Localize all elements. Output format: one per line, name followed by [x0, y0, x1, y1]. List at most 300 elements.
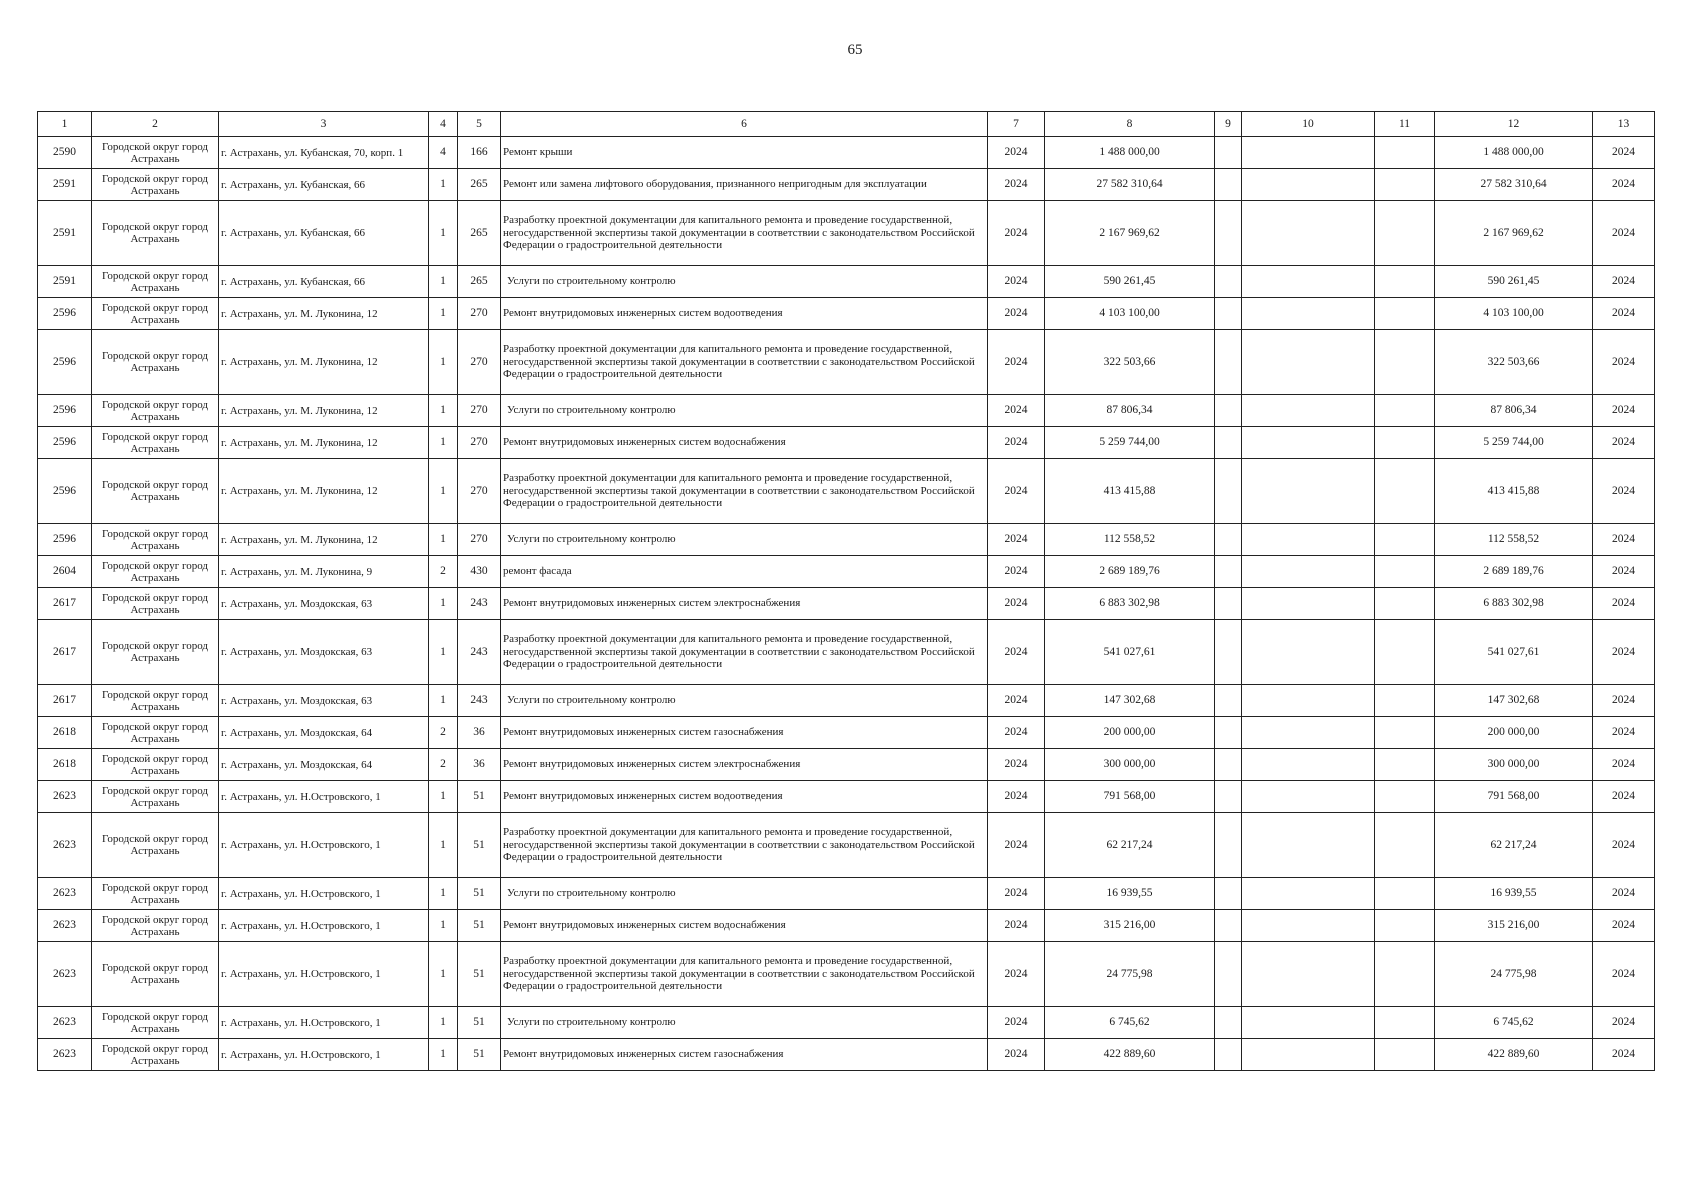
row-number: 2596: [38, 330, 92, 395]
address-cell: г. Астрахань, ул. Моздокская, 63: [219, 685, 429, 717]
municipality-cell: Городской округ город Астрахань: [92, 201, 219, 266]
col10-cell: [1242, 588, 1375, 620]
col13-year-cell: 2024: [1593, 910, 1655, 942]
row-number: 2623: [38, 813, 92, 878]
col12-cost-cell: 300 000,00: [1435, 749, 1593, 781]
col10-cell: [1242, 1007, 1375, 1039]
address-cell: г. Астрахань, ул. Н.Островского, 1: [219, 942, 429, 1007]
col13-year-cell: 2024: [1593, 395, 1655, 427]
total-cost-cell: 200 000,00: [1045, 717, 1215, 749]
row-number: 2623: [38, 878, 92, 910]
col10-cell: [1242, 395, 1375, 427]
col13-year-cell: 2024: [1593, 169, 1655, 201]
year-cell: 2024: [988, 1039, 1045, 1071]
col12-cost-cell: 62 217,24: [1435, 813, 1593, 878]
address-cell: г. Астрахань, ул. Н.Островского, 1: [219, 781, 429, 813]
col4-cell: 1: [429, 266, 458, 298]
table-row: [38, 298, 1655, 330]
col4-cell: 1: [429, 298, 458, 330]
col11-cell: [1375, 1039, 1435, 1071]
col9-cell: [1215, 685, 1242, 717]
col9-cell: [1215, 1007, 1242, 1039]
col12-cost-cell: 5 259 744,00: [1435, 427, 1593, 459]
year-cell: 2024: [988, 427, 1045, 459]
col5-cell: 270: [458, 298, 501, 330]
col12-cost-cell: 791 568,00: [1435, 781, 1593, 813]
column-header: 1: [38, 112, 92, 137]
work-type-cell: Ремонт или замена лифтового оборудования, признанного непригодным для эксплуатации: [501, 169, 988, 201]
col10-cell: [1242, 749, 1375, 781]
col12-cost-cell: 4 103 100,00: [1435, 298, 1593, 330]
address-cell: г. Астрахань, ул. Кубанская, 66: [219, 201, 429, 266]
col4-cell: 1: [429, 910, 458, 942]
col5-cell: 243: [458, 620, 501, 685]
col5-cell: 51: [458, 878, 501, 910]
col10-cell: [1242, 556, 1375, 588]
col9-cell: [1215, 298, 1242, 330]
col11-cell: [1375, 137, 1435, 169]
column-header: 5: [458, 112, 501, 137]
row-number: 2618: [38, 749, 92, 781]
municipality-cell: Городской округ город Астрахань: [92, 717, 219, 749]
col11-cell: [1375, 878, 1435, 910]
table-row: [38, 169, 1655, 201]
col11-cell: [1375, 459, 1435, 524]
column-header: 7: [988, 112, 1045, 137]
municipality-cell: Городской округ город Астрахань: [92, 524, 219, 556]
col5-cell: 51: [458, 942, 501, 1007]
table-row: [38, 330, 1655, 395]
page-number: 65: [847, 42, 863, 58]
total-cost-cell: 2 689 189,76: [1045, 556, 1215, 588]
table-row: [38, 620, 1655, 685]
col9-cell: [1215, 556, 1242, 588]
work-type-cell: Разработку проектной документации для капитального ремонта и проведение государственной, негосударственной экспертизы такой документации в соответствии с законодательством Российской Федерации о градостроительной деятельности: [501, 620, 988, 685]
col5-cell: 36: [458, 717, 501, 749]
col12-cost-cell: 590 261,45: [1435, 266, 1593, 298]
table-row: [38, 137, 1655, 169]
year-cell: 2024: [988, 749, 1045, 781]
total-cost-cell: 322 503,66: [1045, 330, 1215, 395]
municipality-cell: Городской округ город Астрахань: [92, 330, 219, 395]
col9-cell: [1215, 201, 1242, 266]
year-cell: 2024: [988, 330, 1045, 395]
column-header: 3: [219, 112, 429, 137]
table-row: [38, 201, 1655, 266]
table-row: [38, 942, 1655, 1007]
col12-cost-cell: 147 302,68: [1435, 685, 1593, 717]
col13-year-cell: 2024: [1593, 878, 1655, 910]
col9-cell: [1215, 330, 1242, 395]
municipality-cell: Городской округ город Астрахань: [92, 1007, 219, 1039]
col9-cell: [1215, 266, 1242, 298]
col4-cell: 1: [429, 781, 458, 813]
row-number: 2617: [38, 685, 92, 717]
table-row: [38, 395, 1655, 427]
address-cell: г. Астрахань, ул. М. Луконина, 12: [219, 459, 429, 524]
row-number: 2617: [38, 588, 92, 620]
row-number: 2623: [38, 1007, 92, 1039]
col11-cell: [1375, 942, 1435, 1007]
col4-cell: 1: [429, 330, 458, 395]
total-cost-cell: 1 488 000,00: [1045, 137, 1215, 169]
col9-cell: [1215, 749, 1242, 781]
col10-cell: [1242, 878, 1375, 910]
col4-cell: 1: [429, 459, 458, 524]
col9-cell: [1215, 169, 1242, 201]
row-number: 2596: [38, 427, 92, 459]
col10-cell: [1242, 459, 1375, 524]
municipality-cell: Городской округ город Астрахань: [92, 620, 219, 685]
col13-year-cell: 2024: [1593, 749, 1655, 781]
address-cell: г. Астрахань, ул. М. Луконина, 12: [219, 298, 429, 330]
col9-cell: [1215, 395, 1242, 427]
table-row: [38, 588, 1655, 620]
col13-year-cell: 2024: [1593, 813, 1655, 878]
col10-cell: [1242, 1039, 1375, 1071]
col9-cell: [1215, 427, 1242, 459]
col12-cost-cell: 16 939,55: [1435, 878, 1593, 910]
col5-cell: 51: [458, 781, 501, 813]
col4-cell: 1: [429, 878, 458, 910]
col13-year-cell: 2024: [1593, 201, 1655, 266]
total-cost-cell: 413 415,88: [1045, 459, 1215, 524]
col10-cell: [1242, 427, 1375, 459]
total-cost-cell: 2 167 969,62: [1045, 201, 1215, 266]
col10-cell: [1242, 685, 1375, 717]
municipality-cell: Городской округ город Астрахань: [92, 781, 219, 813]
col12-cost-cell: 322 503,66: [1435, 330, 1593, 395]
row-number: 2623: [38, 781, 92, 813]
total-cost-cell: 6 883 302,98: [1045, 588, 1215, 620]
year-cell: 2024: [988, 813, 1045, 878]
col13-year-cell: 2024: [1593, 524, 1655, 556]
col11-cell: [1375, 781, 1435, 813]
work-type-cell: Разработку проектной документации для капитального ремонта и проведение государственной, негосударственной экспертизы такой документации в соответствии с законодательством Российской Федерации о градостроительной деятельности: [501, 942, 988, 1007]
row-number: 2596: [38, 395, 92, 427]
col4-cell: 1: [429, 813, 458, 878]
column-header: 4: [429, 112, 458, 137]
address-cell: г. Астрахань, ул. Н.Островского, 1: [219, 813, 429, 878]
col9-cell: [1215, 878, 1242, 910]
column-header: 12: [1435, 112, 1593, 137]
year-cell: 2024: [988, 942, 1045, 1007]
column-header: 11: [1375, 112, 1435, 137]
col4-cell: 1: [429, 588, 458, 620]
col13-year-cell: 2024: [1593, 781, 1655, 813]
total-cost-cell: 27 582 310,64: [1045, 169, 1215, 201]
work-type-cell: Услуги по строительному контролю: [501, 1007, 988, 1039]
col13-year-cell: 2024: [1593, 1039, 1655, 1071]
work-type-cell: Ремонт внутридомовых инженерных систем газоснабжения: [501, 1039, 988, 1071]
col10-cell: [1242, 330, 1375, 395]
year-cell: 2024: [988, 878, 1045, 910]
year-cell: 2024: [988, 266, 1045, 298]
municipality-cell: Городской округ город Астрахань: [92, 910, 219, 942]
table-row: [38, 427, 1655, 459]
col5-cell: 265: [458, 201, 501, 266]
col9-cell: [1215, 588, 1242, 620]
address-cell: г. Астрахань, ул. Кубанская, 66: [219, 169, 429, 201]
row-number: 2591: [38, 169, 92, 201]
table-row: [38, 717, 1655, 749]
col12-cost-cell: 6 883 302,98: [1435, 588, 1593, 620]
col12-cost-cell: 315 216,00: [1435, 910, 1593, 942]
col10-cell: [1242, 717, 1375, 749]
col5-cell: 270: [458, 330, 501, 395]
col5-cell: 166: [458, 137, 501, 169]
col5-cell: 243: [458, 685, 501, 717]
table-row: [38, 524, 1655, 556]
col10-cell: [1242, 620, 1375, 685]
work-type-cell: Ремонт внутридомовых инженерных систем водоотведения: [501, 781, 988, 813]
col9-cell: [1215, 781, 1242, 813]
col5-cell: 265: [458, 266, 501, 298]
col12-cost-cell: 200 000,00: [1435, 717, 1593, 749]
col11-cell: [1375, 620, 1435, 685]
col13-year-cell: 2024: [1593, 717, 1655, 749]
municipality-cell: Городской округ город Астрахань: [92, 878, 219, 910]
year-cell: 2024: [988, 395, 1045, 427]
total-cost-cell: 541 027,61: [1045, 620, 1215, 685]
total-cost-cell: 62 217,24: [1045, 813, 1215, 878]
col11-cell: [1375, 813, 1435, 878]
table-row: [38, 685, 1655, 717]
col9-cell: [1215, 524, 1242, 556]
col4-cell: 2: [429, 749, 458, 781]
total-cost-cell: 87 806,34: [1045, 395, 1215, 427]
work-type-cell: Ремонт внутридомовых инженерных систем газоснабжения: [501, 717, 988, 749]
col4-cell: 2: [429, 556, 458, 588]
row-number: 2623: [38, 910, 92, 942]
total-cost-cell: 112 558,52: [1045, 524, 1215, 556]
row-number: 2596: [38, 524, 92, 556]
table-row: [38, 459, 1655, 524]
year-cell: 2024: [988, 169, 1045, 201]
address-cell: г. Астрахань, ул. Н.Островского, 1: [219, 1007, 429, 1039]
municipality-cell: Городской округ город Астрахань: [92, 266, 219, 298]
header-row: [38, 112, 1655, 137]
col5-cell: 243: [458, 588, 501, 620]
col5-cell: 51: [458, 1039, 501, 1071]
column-header: 9: [1215, 112, 1242, 137]
total-cost-cell: 16 939,55: [1045, 878, 1215, 910]
address-cell: г. Астрахань, ул. М. Луконина, 12: [219, 524, 429, 556]
col9-cell: [1215, 717, 1242, 749]
col4-cell: 1: [429, 1039, 458, 1071]
col10-cell: [1242, 201, 1375, 266]
col13-year-cell: 2024: [1593, 685, 1655, 717]
col9-cell: [1215, 813, 1242, 878]
year-cell: 2024: [988, 717, 1045, 749]
col12-cost-cell: 27 582 310,64: [1435, 169, 1593, 201]
municipality-cell: Городской округ город Астрахань: [92, 942, 219, 1007]
year-cell: 2024: [988, 137, 1045, 169]
column-header: 10: [1242, 112, 1375, 137]
table-row: [38, 813, 1655, 878]
work-type-cell: Услуги по строительному контролю: [501, 878, 988, 910]
row-number: 2590: [38, 137, 92, 169]
address-cell: г. Астрахань, ул. Н.Островского, 1: [219, 878, 429, 910]
col11-cell: [1375, 685, 1435, 717]
column-header: 6: [501, 112, 988, 137]
col5-cell: 270: [458, 459, 501, 524]
year-cell: 2024: [988, 620, 1045, 685]
municipality-cell: Городской округ город Астрахань: [92, 427, 219, 459]
address-cell: г. Астрахань, ул. М. Луконина, 12: [219, 330, 429, 395]
work-type-cell: Ремонт внутридомовых инженерных систем электроснабжения: [501, 588, 988, 620]
year-cell: 2024: [988, 588, 1045, 620]
municipality-cell: Городской округ город Астрахань: [92, 459, 219, 524]
col12-cost-cell: 413 415,88: [1435, 459, 1593, 524]
col5-cell: 270: [458, 395, 501, 427]
row-number: 2604: [38, 556, 92, 588]
address-cell: г. Астрахань, ул. Моздокская, 64: [219, 749, 429, 781]
col9-cell: [1215, 910, 1242, 942]
col12-cost-cell: 2 167 969,62: [1435, 201, 1593, 266]
col4-cell: 1: [429, 524, 458, 556]
col11-cell: [1375, 298, 1435, 330]
row-number: 2591: [38, 266, 92, 298]
col11-cell: [1375, 910, 1435, 942]
col12-cost-cell: 87 806,34: [1435, 395, 1593, 427]
column-header: 8: [1045, 112, 1215, 137]
work-type-cell: Ремонт крыши: [501, 137, 988, 169]
table-body: [38, 137, 1655, 1071]
table-row: [38, 878, 1655, 910]
row-number: 2596: [38, 459, 92, 524]
address-cell: г. Астрахань, ул. Моздокская, 64: [219, 717, 429, 749]
year-cell: 2024: [988, 298, 1045, 330]
row-number: 2591: [38, 201, 92, 266]
col10-cell: [1242, 524, 1375, 556]
table-row: [38, 749, 1655, 781]
col5-cell: 51: [458, 910, 501, 942]
col11-cell: [1375, 330, 1435, 395]
col10-cell: [1242, 266, 1375, 298]
col13-year-cell: 2024: [1593, 459, 1655, 524]
table-row: [38, 910, 1655, 942]
year-cell: 2024: [988, 459, 1045, 524]
col12-cost-cell: 2 689 189,76: [1435, 556, 1593, 588]
col13-year-cell: 2024: [1593, 556, 1655, 588]
work-type-cell: Разработку проектной документации для капитального ремонта и проведение государственной, негосударственной экспертизы такой документации в соответствии с законодательством Российской Федерации о градостроительной деятельности: [501, 459, 988, 524]
address-cell: г. Астрахань, ул. Моздокская, 63: [219, 620, 429, 685]
year-cell: 2024: [988, 685, 1045, 717]
table-row: [38, 556, 1655, 588]
col11-cell: [1375, 524, 1435, 556]
col4-cell: 2: [429, 717, 458, 749]
municipality-cell: Городской округ город Астрахань: [92, 137, 219, 169]
year-cell: 2024: [988, 524, 1045, 556]
col4-cell: 1: [429, 620, 458, 685]
col11-cell: [1375, 556, 1435, 588]
col5-cell: 265: [458, 169, 501, 201]
col11-cell: [1375, 427, 1435, 459]
address-cell: г. Астрахань, ул. М. Луконина, 12: [219, 427, 429, 459]
col4-cell: 1: [429, 685, 458, 717]
address-cell: г. Астрахань, ул. Н.Островского, 1: [219, 910, 429, 942]
col11-cell: [1375, 169, 1435, 201]
row-number: 2617: [38, 620, 92, 685]
total-cost-cell: 147 302,68: [1045, 685, 1215, 717]
col9-cell: [1215, 620, 1242, 685]
col12-cost-cell: 112 558,52: [1435, 524, 1593, 556]
col10-cell: [1242, 781, 1375, 813]
table-row: [38, 1007, 1655, 1039]
col4-cell: 4: [429, 137, 458, 169]
municipality-cell: Городской округ город Астрахань: [92, 395, 219, 427]
col9-cell: [1215, 942, 1242, 1007]
total-cost-cell: 300 000,00: [1045, 749, 1215, 781]
year-cell: 2024: [988, 201, 1045, 266]
col11-cell: [1375, 266, 1435, 298]
address-cell: г. Астрахань, ул. М. Луконина, 9: [219, 556, 429, 588]
municipality-cell: Городской округ город Астрахань: [92, 169, 219, 201]
municipality-cell: Городской округ город Астрахань: [92, 749, 219, 781]
year-cell: 2024: [988, 781, 1045, 813]
work-type-cell: Услуги по строительному контролю: [501, 395, 988, 427]
repair-plan-table: [37, 111, 1655, 1071]
work-type-cell: Ремонт внутридомовых инженерных систем водоснабжения: [501, 910, 988, 942]
work-type-cell: Услуги по строительному контролю: [501, 685, 988, 717]
total-cost-cell: 791 568,00: [1045, 781, 1215, 813]
column-header: 2: [92, 112, 219, 137]
col13-year-cell: 2024: [1593, 588, 1655, 620]
work-type-cell: Ремонт внутридомовых инженерных систем электроснабжения: [501, 749, 988, 781]
municipality-cell: Городской округ город Астрахань: [92, 588, 219, 620]
col12-cost-cell: 6 745,62: [1435, 1007, 1593, 1039]
total-cost-cell: 6 745,62: [1045, 1007, 1215, 1039]
col10-cell: [1242, 298, 1375, 330]
col5-cell: 51: [458, 1007, 501, 1039]
column-header: 13: [1593, 112, 1655, 137]
municipality-cell: Городской округ город Астрахань: [92, 556, 219, 588]
address-cell: г. Астрахань, ул. М. Луконина, 12: [219, 395, 429, 427]
row-number: 2623: [38, 1039, 92, 1071]
year-cell: 2024: [988, 1007, 1045, 1039]
col10-cell: [1242, 813, 1375, 878]
year-cell: 2024: [988, 556, 1045, 588]
col4-cell: 1: [429, 427, 458, 459]
row-number: 2596: [38, 298, 92, 330]
col11-cell: [1375, 749, 1435, 781]
col9-cell: [1215, 1039, 1242, 1071]
col10-cell: [1242, 169, 1375, 201]
col12-cost-cell: 422 889,60: [1435, 1039, 1593, 1071]
address-cell: г. Астрахань, ул. Кубанская, 66: [219, 266, 429, 298]
col4-cell: 1: [429, 201, 458, 266]
table-row: [38, 781, 1655, 813]
work-type-cell: Ремонт внутридомовых инженерных систем водоотведения: [501, 298, 988, 330]
col11-cell: [1375, 588, 1435, 620]
col5-cell: 36: [458, 749, 501, 781]
col13-year-cell: 2024: [1593, 427, 1655, 459]
total-cost-cell: 590 261,45: [1045, 266, 1215, 298]
col13-year-cell: 2024: [1593, 1007, 1655, 1039]
col5-cell: 270: [458, 427, 501, 459]
col11-cell: [1375, 201, 1435, 266]
address-cell: г. Астрахань, ул. Кубанская, 70, корп. 1: [219, 137, 429, 169]
col5-cell: 270: [458, 524, 501, 556]
address-cell: г. Астрахань, ул. Н.Островского, 1: [219, 1039, 429, 1071]
address-cell: г. Астрахань, ул. Моздокская, 63: [219, 588, 429, 620]
col4-cell: 1: [429, 395, 458, 427]
col4-cell: 1: [429, 942, 458, 1007]
total-cost-cell: 4 103 100,00: [1045, 298, 1215, 330]
col12-cost-cell: 1 488 000,00: [1435, 137, 1593, 169]
work-type-cell: Услуги по строительному контролю: [501, 524, 988, 556]
